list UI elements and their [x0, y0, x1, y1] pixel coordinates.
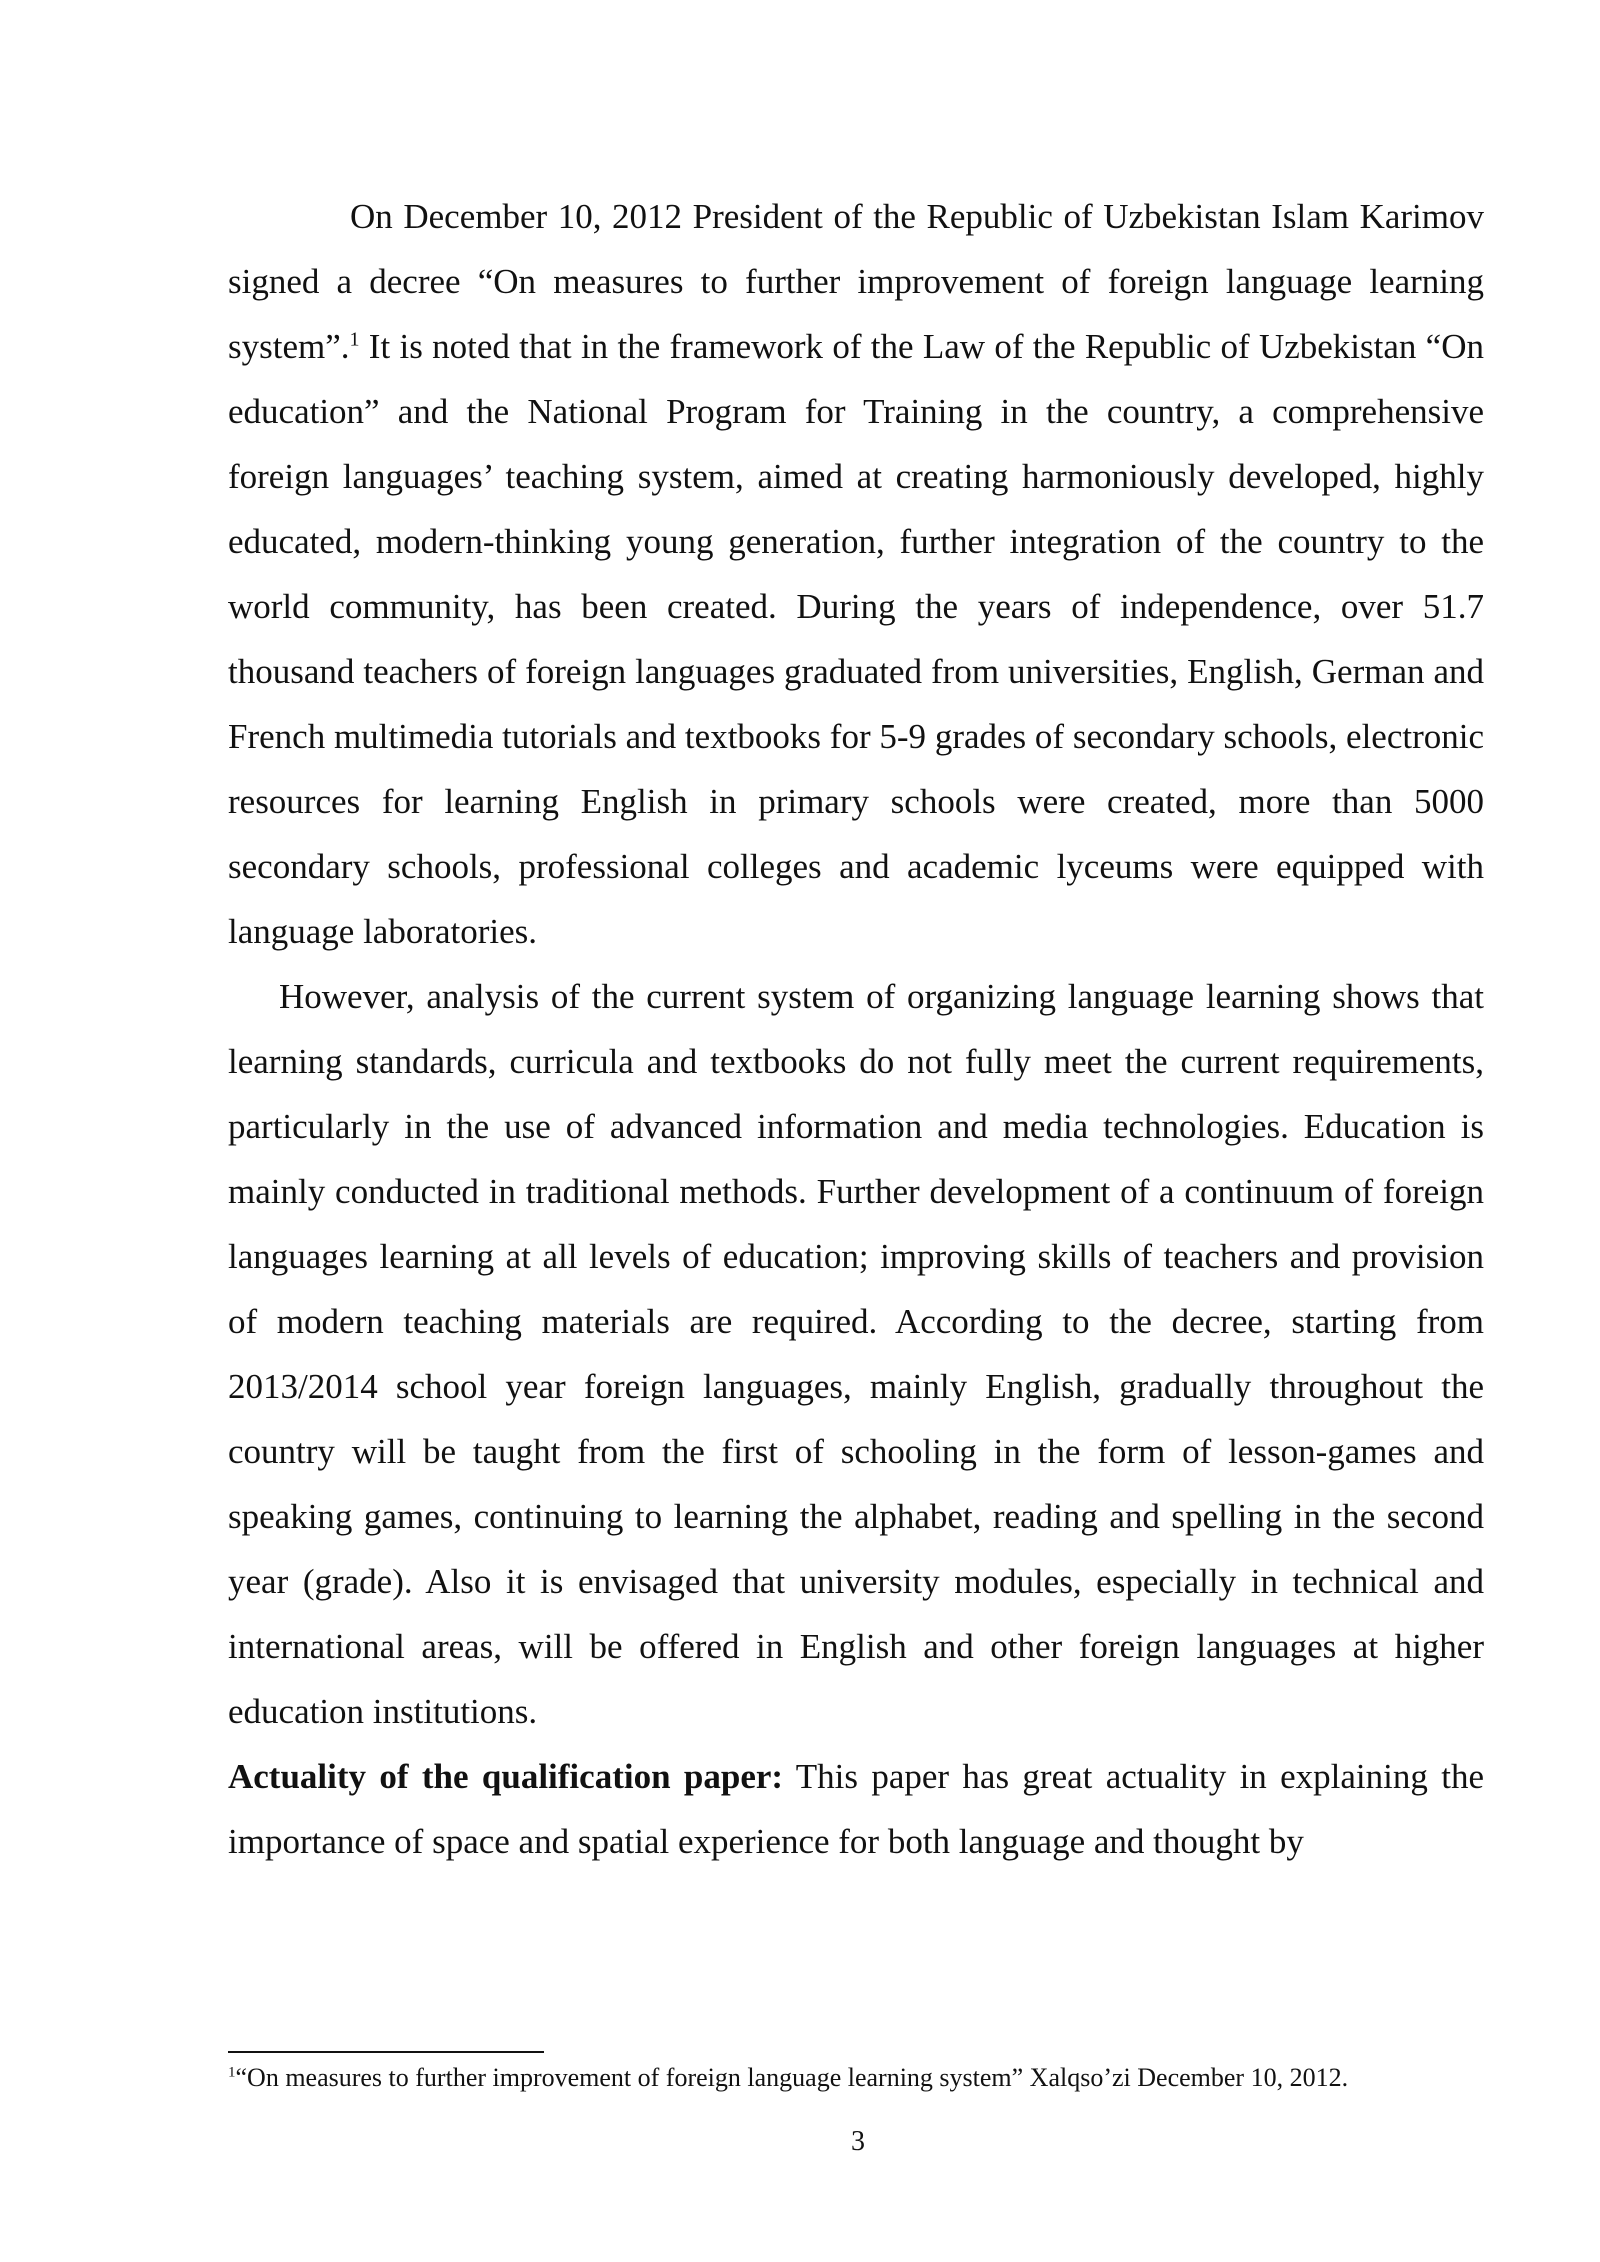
- footnote-reference[interactable]: 1: [349, 328, 360, 351]
- footnote: [228, 2062, 1484, 2094]
- footnote-text: “On measures to further improvement of foreign language learning system” Xalqso’zi December 10, 2012.: [235, 2063, 1349, 2092]
- actuality-heading: Actuality of the qualification paper:: [228, 1757, 784, 1796]
- paragraph-actuality: [228, 1744, 1484, 1874]
- actuality-text: This paper has great actuality in explaining the importance of space and spatial experience for both language and thought by: [228, 1757, 1484, 1861]
- page-number: 3: [851, 2126, 865, 2157]
- paragraph-decree-text-a: On December 10, 2012 President of the Republic of Uzbekistan Islam Karimov signed a decree “On measures to further improvement of foreign language learning system”.: [228, 197, 1484, 366]
- paragraph-decree-text-b: It is noted that in the framework of the Law of the Republic of Uzbekistan “On education” and the National Program for Training in the country, a comprehensive foreign languages’ teaching system, aimed at creating harmoniously developed, highly educated, modern-thinking young generation, further integration of the country to the world community, has been created. During the years of independence, over 51.7 thousand teachers of foreign languages graduated from universities, English, German and French multimedia tutorials and textbooks for 5-9 grades of secondary schools, electronic resources for learning English in primary schools were created, more than 5000 secondary schools, professional colleges and academic lyceums were equipped with language laboratories.: [228, 327, 1484, 951]
- paragraph-decree: [228, 184, 1484, 964]
- footnote-mark: 1: [228, 2064, 236, 2081]
- page-body: [228, 184, 1484, 1874]
- footnote-divider: [228, 2051, 544, 2053]
- paragraph-analysis: However, analysis of the current system of organizing language learning shows that learning standards, curricula and textbooks do not fully meet the current requirements, particularly in the use of advanced information and media technologies. Education is mainly conducted in traditional methods. Further development of a continuum of foreign languages learning at all levels of education; improving skills of teachers and provision of modern teaching materials are required. According to the decree, starting from 2013/2014 school year foreign languages, mainly English, gradually throughout the country will be taught from the first of schooling in the form of lesson-games and speaking games, continuing to learning the alphabet, reading and spelling in the second year (grade). Also it is envisaged that university modules, especially in technical and international areas, will be offered in English and other foreign languages at higher education institutions.: [228, 977, 1484, 1731]
